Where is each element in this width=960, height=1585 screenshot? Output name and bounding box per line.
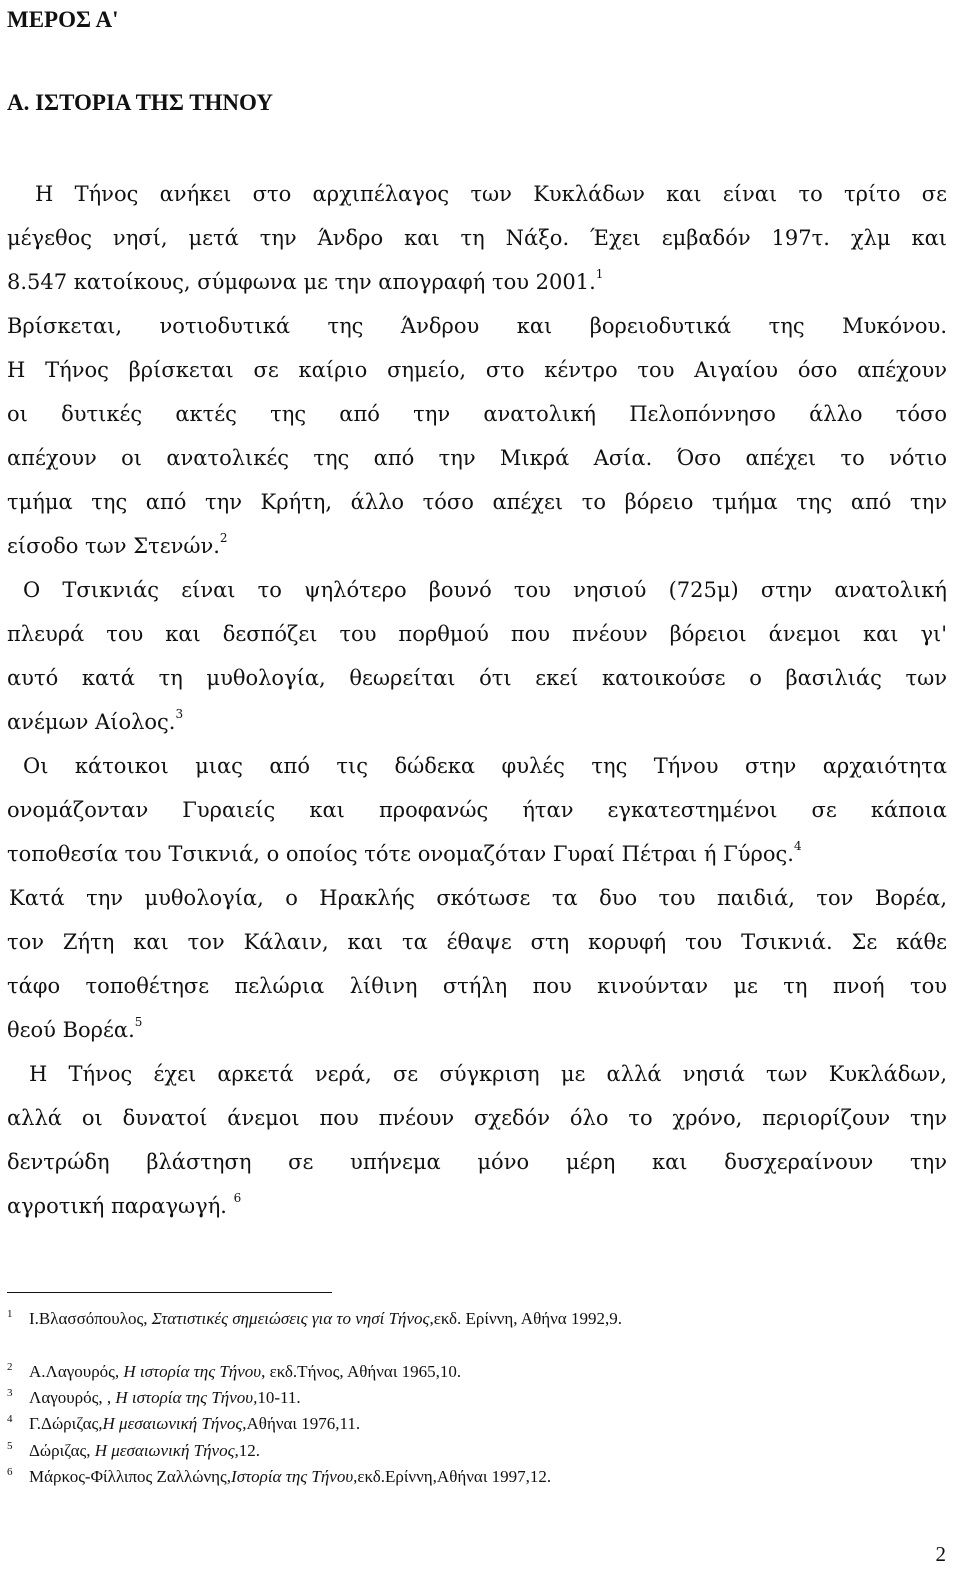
text-line: οι δυτικές ακτές της από την ανατολική Πελοπόννησο άλλο τόσο [7, 402, 947, 426]
text-line: τοποθεσία του Τσικνιά, ο οποίος τότε ονομαζόταν Γυραί Πέτραι ή Γύρος.$^4$ [7, 839, 802, 866]
text-line: Κατά την μυθολογία, ο Ηρακλής σκότωσε τα δυο του παιδιά, τον Βορέα, [9, 886, 947, 910]
section-title: Α. ΙΣΤΟΡΙΑ ΤΗΣ ΤΗΝΟΥ [7, 90, 273, 115]
text-line: αλλά οι δυνατοί άνεμοι που πνέουν σχεδόν όλο το χρόνο, περιορίζουν την [7, 1106, 947, 1130]
text-line: Η Τήνος βρίσκεται σε καίριο σημείο, στο κέντρο του Αιγαίου όσο απέχουν [7, 358, 947, 382]
text-line: τάφο τοποθέτησε πελώρια λίθινη στήλη που κινούνταν με τη πνοή του [7, 974, 947, 998]
footnote-3: 3 Λαγουρός, , Η ιστορία της Τήνου,10-11. [7, 1387, 301, 1407]
text-line: Ο Τσικνιάς είναι το ψηλότερο βουνό του νησιού (725μ) στην ανατολική [23, 578, 947, 602]
text-line: αυτό κατά τη μυθολογία, θεωρείται ότι εκεί κατοικούσε ο βασιλιάς των [7, 666, 947, 690]
text-line: Η Τήνος έχει αρκετά νερά, σε σύγκριση με αλλά νησιά των Κυκλάδων, [29, 1062, 947, 1086]
text-line: 8.547 κατοίκους, σύμφωνα με την απογραφή του 2001.$^1$ [7, 267, 604, 294]
text-line: αγροτική παραγωγή. $^6$ [7, 1191, 242, 1218]
footnote-2: 2 Α.Λαγουρός, Η ιστορία της Τήνου, εκδ.Τήνος, Αθήναι 1965,10. [7, 1361, 462, 1381]
text-line: τον Ζήτη και τον Κάλαιν, και τα έθαψε στη κορυφή του Τσικνιά. Σε κάθε [7, 930, 947, 954]
body-text [7, 172, 947, 1228]
text-line: Βρίσκεται, νοτιοδυτικά της Άνδρου και βορειοδυτικά της Μυκόνου. [7, 314, 947, 338]
footnote-4: 4 Γ.Δώριζας,Η μεσαιωνική Τήνος,Αθήναι 1976,11. [7, 1413, 361, 1433]
page-number: 2 [935, 1542, 946, 1566]
text-line: Οι κάτοικοι μιας από τις δώδεκα φυλές της Τήνου στην αρχαιότητα [23, 754, 947, 778]
footnote-separator [7, 1292, 332, 1293]
footnote-marker: 2 [219, 531, 228, 545]
text-line: μέγεθος νησί, μετά την Άνδρο και τη Νάξο. Έχει εμβαδόν 197τ. χλμ και [7, 226, 947, 250]
text-line: τμήμα της από την Κρήτη, άλλο τόσο απέχει το βόρειο τμήμα της από την [7, 490, 947, 514]
text-line: ονομάζονταν Γυραιείς και προφανώς ήταν εγκατεστημένοι σε κάποια [7, 798, 947, 822]
text-line: είσοδο των Στενών.$^2$ [7, 531, 228, 558]
footnote-marker: 4 [793, 839, 802, 853]
footnote-marker: 1 [595, 267, 604, 281]
part-title: ΜΕΡΟΣ Α' [7, 7, 119, 32]
footnote-1: 1 Ι.Βλασσόπουλος, Στατιστικές σημειώσεις για το νησί Τήνος,εκδ. Ερίννη, Αθήνα 1992,9. [7, 1308, 622, 1328]
text-line: δεντρώδη βλάστηση σε υπήνεμα μόνο μέρη και δυσχεραίνουν την [7, 1150, 947, 1174]
footnote-5: 5 Δώριζας, Η μεσαιωνική Τήνος,12. [7, 1440, 260, 1460]
text-line: απέχουν οι ανατολικές της από την Μικρά Ασία. Όσο απέχει το νότιο [7, 446, 947, 470]
footnote-marker: 3 [175, 707, 184, 721]
text-line: ανέμων Αίολος.$^3$ [7, 707, 184, 734]
footnote-marker: 6 [233, 1191, 242, 1205]
text-line: πλευρά του και δεσπόζει του πορθμού που πνέουν βόρειοι άνεμοι και γι' [7, 622, 947, 646]
footnote-6: 6 Μάρκος-Φίλλιπος Ζαλλώνης,Ιστορία της Τήνου,εκδ.Ερίννη,Αθήναι 1997,12. [7, 1466, 552, 1486]
text-line: Η Τήνος ανήκει στο αρχιπέλαγος των Κυκλάδων και είναι το τρίτο σε [35, 182, 947, 206]
text-line: θεού Βορέα.$^5$ [7, 1015, 143, 1042]
footnote-marker: 5 [134, 1015, 143, 1029]
